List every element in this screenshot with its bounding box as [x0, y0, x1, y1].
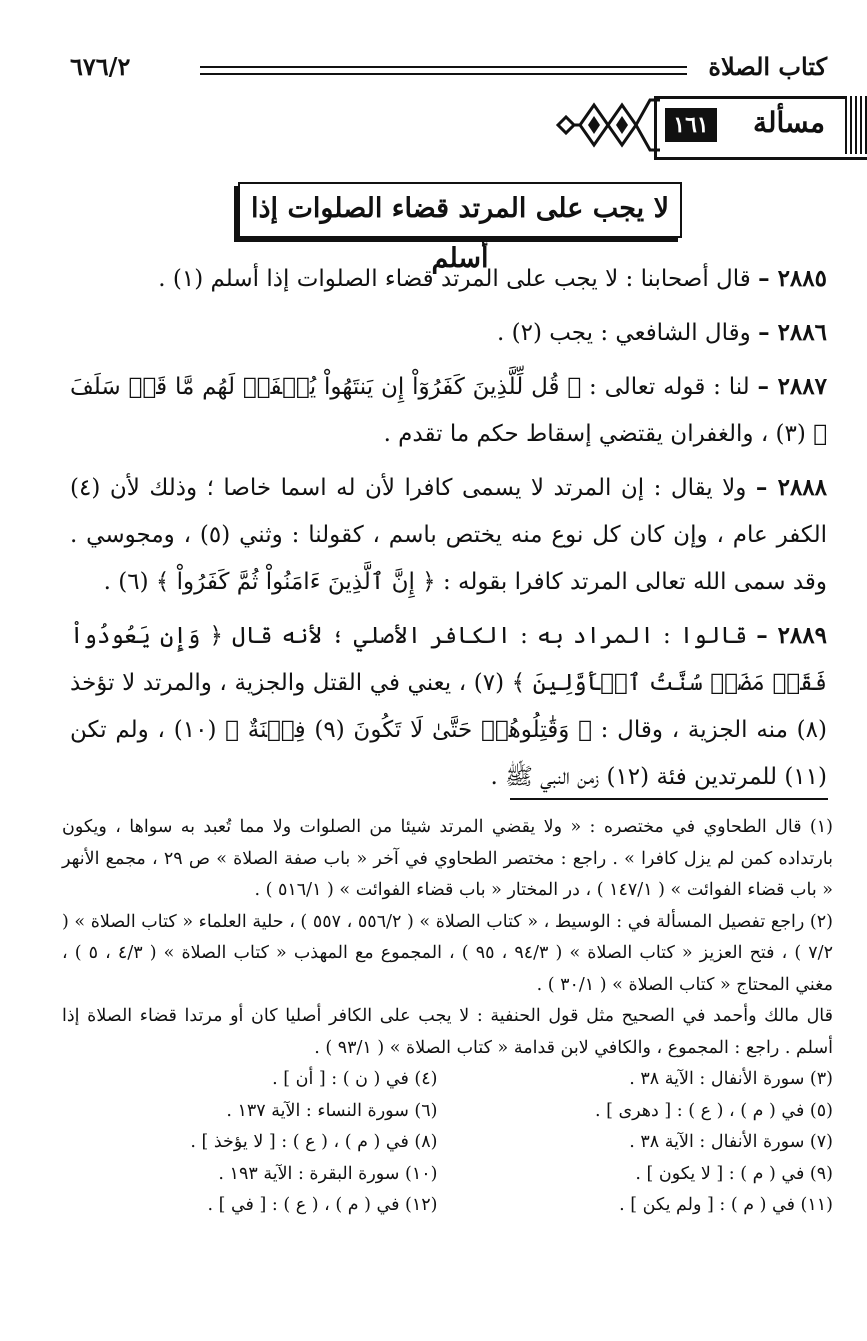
footnote-2: (٢) راجع تفصيل المسألة في : الوسيط ، « كتاب الصلاة » ( ٥٥٦/٢ ، ٥٥٧ ) ، حلية العلماء « كتاب الصلاة » ( ٧/٢ ) ، فتح العزيز « كتاب الصلاة » ( ٩٤/٣ ، ٩٥ ) ، المجموع مع المهذب « كتاب الصلاة » ( ٤/٣ ، ٥ ) ، مغني المحتاج « كتاب الصلاة » ( ٣٠/١ ) .	[62, 911, 833, 995]
footnote-6: (٦) سورة النساء : الآية ١٣٧ .	[226, 1100, 438, 1121]
paragraph-number: ٢٨٨٨ –	[755, 474, 828, 501]
footnote-1: (١) قال الطحاوي في مختصره : « ولا يقضي المرتد شيئا من الصلوات ولا مما تُعبد به سواها ، ويكون بارتداده كمن لم يزل كافرا » . راجع : مختصر الطحاوي في آخر « باب صفة الصلاة » ص ٢٩ ، مجمع الأنهر « باب قضاء الفوائت » ( ١٤٧/١ ) ، در المختار « باب قضاء الفوائت » ( ٥١٦/١ ) .	[62, 817, 833, 900]
paragraph-text: وقال الشافعي : يجب (٢) .	[496, 320, 751, 346]
footnote-5: (٥) في ( م ) ، ( ع ) : [ دهرى ] .	[594, 1100, 833, 1121]
footnote-9: (٩) في ( م ) : [ لا يكون ] .	[635, 1163, 833, 1184]
paragraph-2889	[70, 612, 827, 801]
header-double-rule	[200, 66, 687, 75]
masala-banner	[550, 96, 867, 154]
geometric-ornament-icon	[550, 96, 660, 154]
paragraph-2887	[70, 363, 827, 458]
paragraph-number: ٢٨٨٦ –	[758, 319, 827, 346]
masala-striped-bars	[845, 96, 867, 154]
footnote-11: (١١) في ( م ) : [ ولم يكن ] .	[619, 1195, 833, 1215]
topic-title: لا يجب على المرتد قضاء الصلوات إذا أسلم	[238, 182, 682, 238]
paragraph-2888	[70, 464, 827, 606]
masala-number: ١٦١	[665, 108, 717, 142]
main-text	[70, 255, 827, 807]
paragraph-2885	[70, 255, 827, 303]
footnote-7: (٧) سورة الأنفال : الآية ٣٨ .	[629, 1132, 833, 1152]
page-header	[70, 52, 827, 82]
paragraph-text: لنا : قوله تعالى : ﴿ قُل لِّلَّذِينَ كَفَرُوٓاْ إِن يَنتَهُواْ يُغۡفَرۡ لَهُم مَّا قَدۡ سَلَفَ ﴾ (٣) ، والغفران يقتضي إسقاط حكم ما تقدم .	[70, 374, 827, 447]
paragraph-text: ولا يقال : إن المرتد لا يسمى كافرا لأن له اسما خاصا ؛ وذلك لأن (٤) الكفر عام ، وإن كان كل نوع منه يختص باسم ، كقولنا : وثني (٥) ، ومجوسي . وقد سمى الله تعالى المرتد كافرا بقوله : ﴿ إِنَّ ٱلَّذِينَ ءَامَنُواْ ثُمَّ كَفَرُواْ ﴾ (٦) .	[70, 475, 827, 595]
footnote-grid	[62, 1064, 833, 1222]
footnote-10: (١٠) سورة البقرة : الآية ١٩٣ .	[218, 1163, 438, 1184]
paragraph-number: ٢٨٨٥ –	[758, 265, 827, 292]
footnote-12: (١٢) في ( م ) ، ( ع ) : [ في ] .	[207, 1195, 438, 1215]
footnote-4: (٤) في ( ن ) : [ أن ] .	[272, 1069, 438, 1089]
paragraph-number: ٢٨٨٧ –	[757, 373, 827, 400]
footnote-8: (٨) في ( م ) ، ( ع ) : [ لا يؤخذ ] .	[190, 1132, 438, 1152]
page-number: ٦٧٦/٢	[70, 52, 131, 81]
footnote-separator	[510, 798, 828, 800]
footnote-2-continued: قال مالك وأحمد في الصحيح مثل قول الحنفية : لا يجب على الكافر أصليا كان أو مرتدا قضاء الصلاة إذا أسلم . راجع : المجموع ، والكافي لابن قدامة « كتاب الصلاة » ( ٩٣/١ ) .	[62, 1006, 833, 1058]
footnotes	[62, 812, 833, 1222]
paragraph-number: ٢٨٨٩ –	[756, 622, 827, 649]
book-title: كتاب الصلاة	[708, 52, 827, 81]
paragraph-text: قالوا : المراد به : الكافر الأصلي ؛ لأنه قال ﴿ وَإِن يَعُودُواْ فَقَدۡ مَضَتۡ سُنَّتُ ٱلۡأَوَّلِينَ ﴾ (٧) ، يعني في القتل والجزية ، والمرتد لا تؤخذ (٨) منه الجزية ، وقال : ﴿ وَقَٰتِلُوهُمۡ حَتَّىٰ لَا تَكُونَ (٩) فِتۡنَةٌ ﴾ (١٠) ، ولم تكن (١١) للمرتدين فئة (١٢) زمن النبي ﷺ .	[70, 623, 828, 790]
masala-label: مسألة	[752, 106, 825, 139]
footnote-3: (٣) سورة الأنفال : الآية ٣٨ .	[629, 1069, 833, 1089]
paragraph-2886	[70, 309, 827, 357]
paragraph-text: قال أصحابنا : لا يجب على المرتد قضاء الصلوات إذا أسلم (١) .	[158, 266, 751, 292]
